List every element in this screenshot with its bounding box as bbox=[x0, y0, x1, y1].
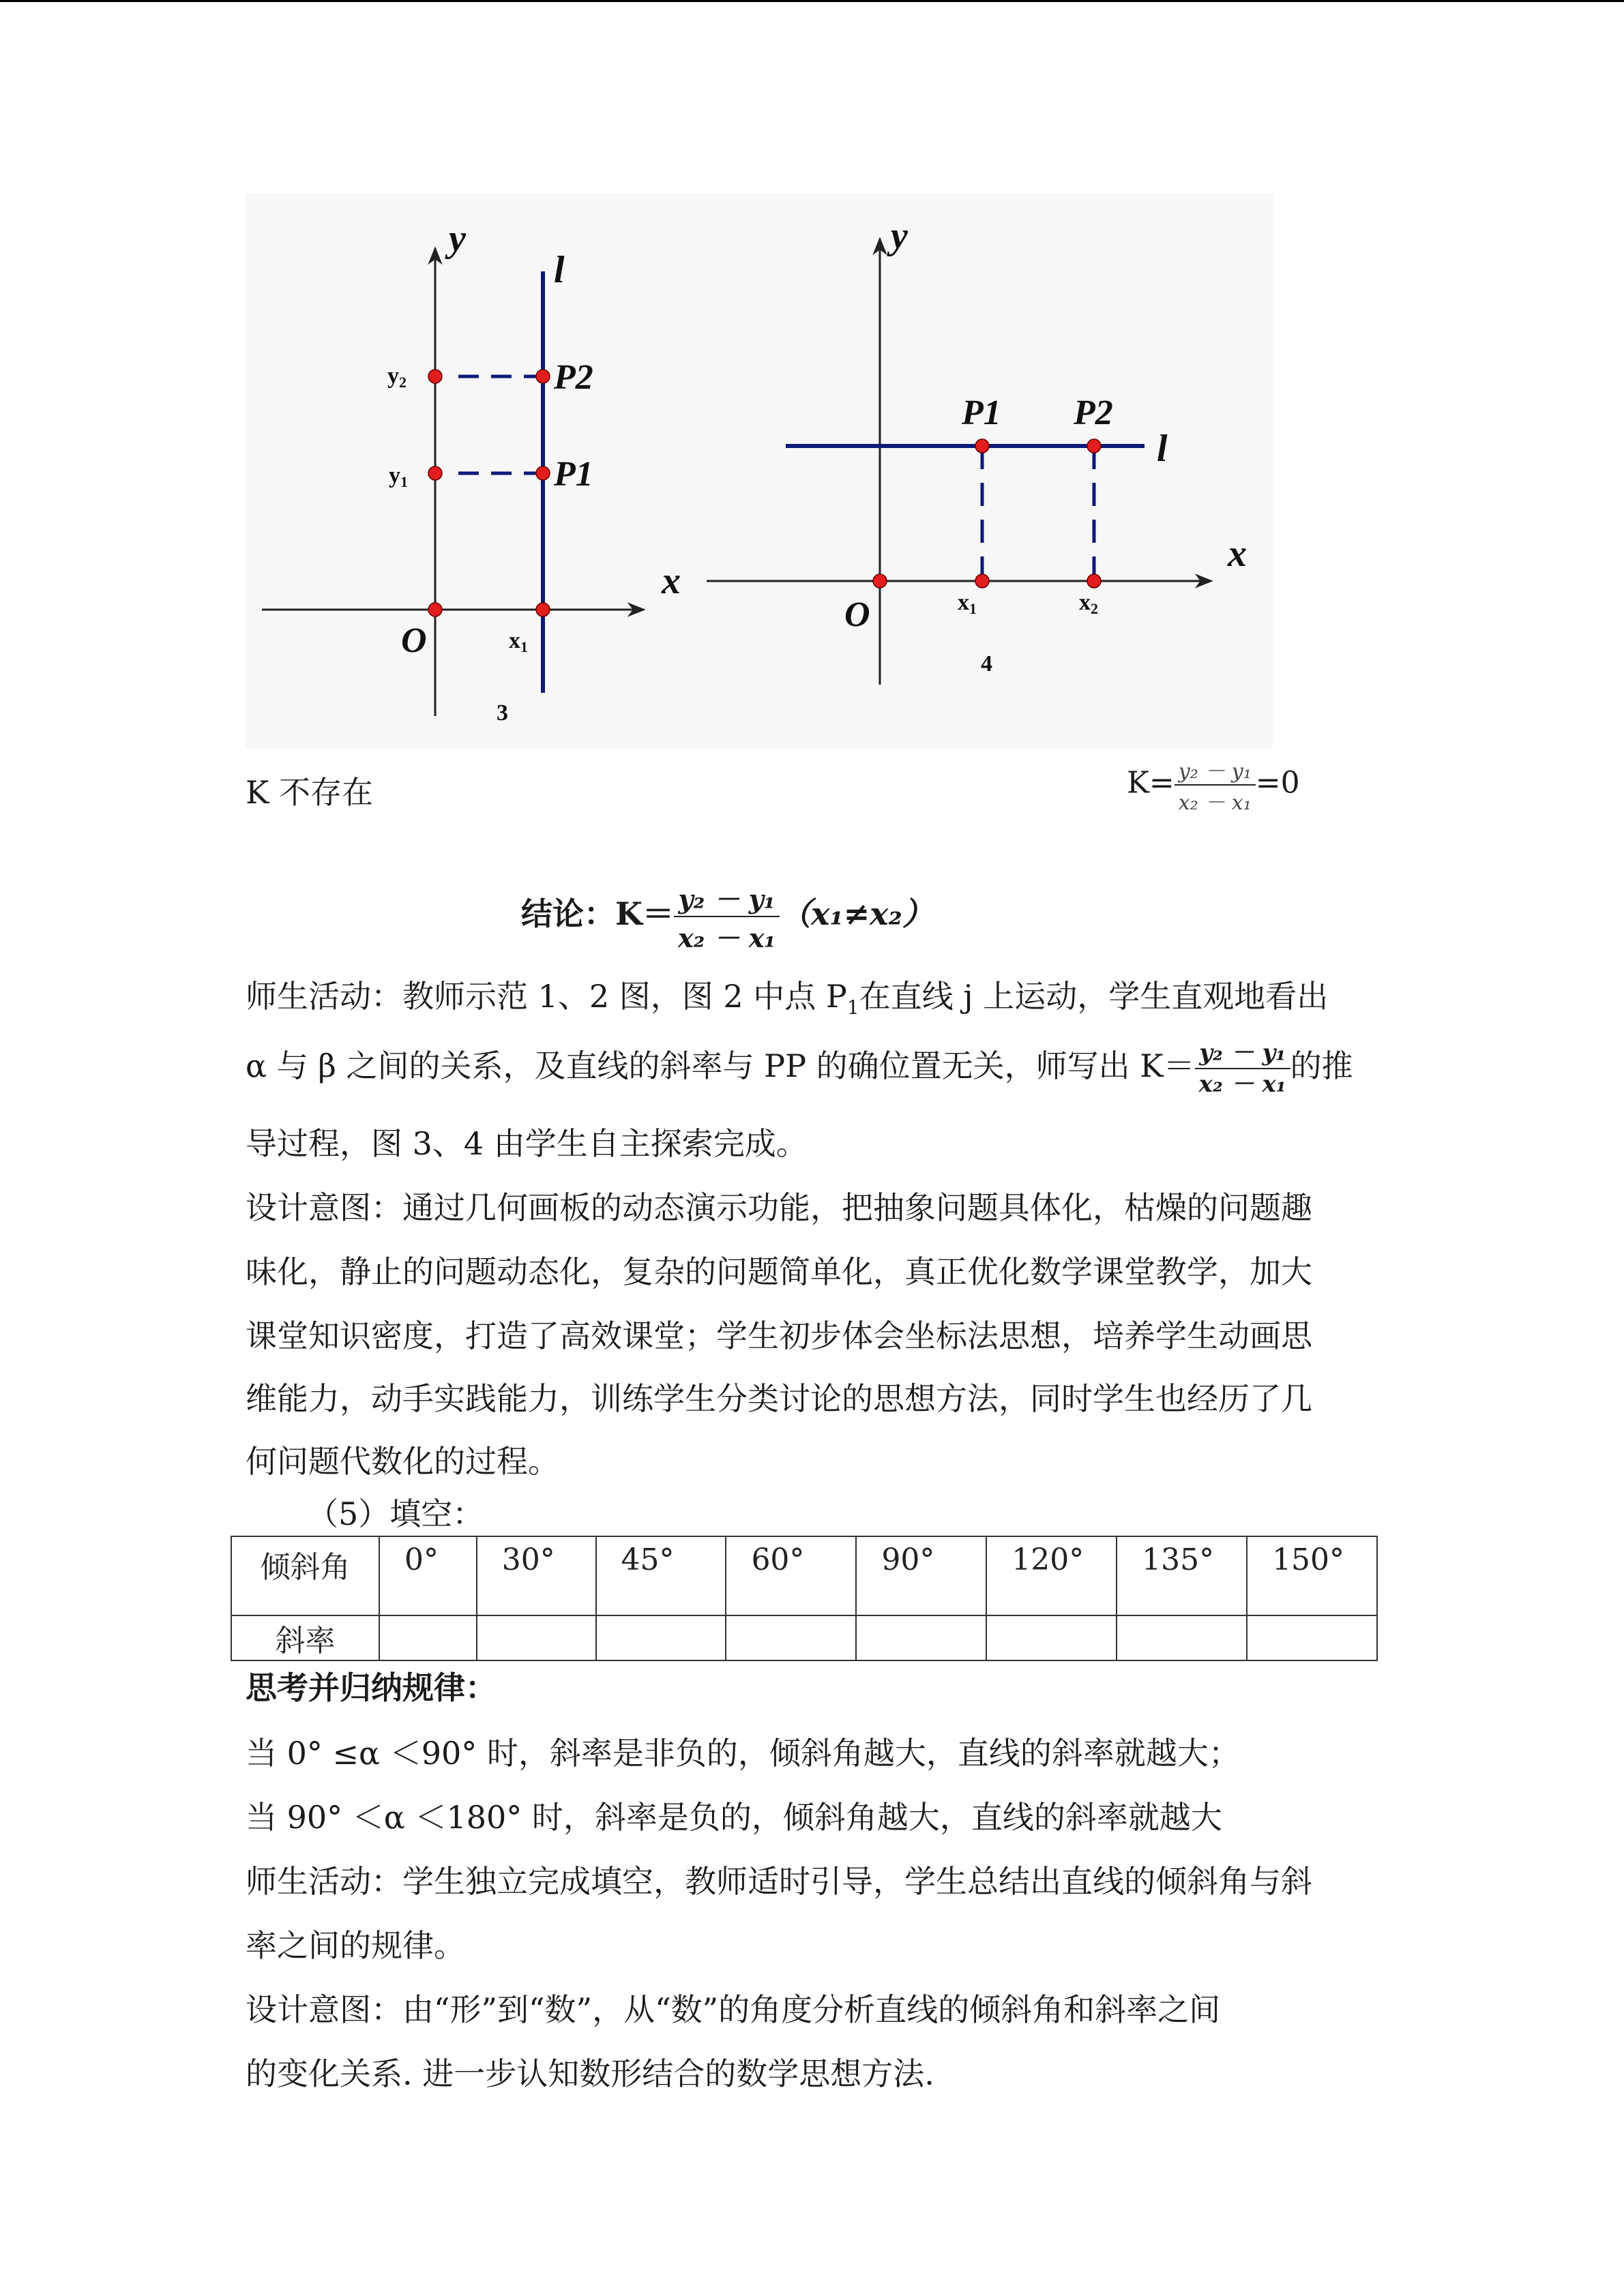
conclusion-numerator: y₂ － y₁ bbox=[674, 878, 780, 917]
fig4-caption: 4 bbox=[981, 651, 992, 676]
table-cell-angle: 135° bbox=[1117, 1536, 1247, 1615]
fig3-label-y1: y1 bbox=[389, 463, 408, 490]
fig4-label-x: x bbox=[1228, 533, 1247, 575]
design2-line2: 的变化关系. 进一步认知数形结合的数学思想方法. bbox=[246, 2055, 934, 2092]
fig3-caption: 3 bbox=[497, 700, 508, 726]
rule-line2: 当 90° ＜α ＜180° 时，斜率是负的，倾斜角越大，直线的斜率就越大 bbox=[246, 1799, 1222, 1836]
fig4-point-p2 bbox=[1087, 439, 1101, 453]
fig3-label-p2: P2 bbox=[554, 358, 593, 397]
angle-slope-table bbox=[231, 1536, 1378, 1661]
k-zero-numerator: y₂ － y₁ bbox=[1175, 754, 1256, 786]
fig3-label-x1: x1 bbox=[509, 628, 528, 655]
table-cell-angle: 150° bbox=[1247, 1536, 1377, 1615]
fig4-label-x1: x1 bbox=[958, 590, 977, 617]
figure-3 bbox=[262, 218, 681, 726]
fig3-point-y1 bbox=[428, 466, 442, 480]
design1-line2: 味化，静止的问题动态化，复杂的问题简单化，真正优化数学课堂教学，加大 bbox=[246, 1253, 1312, 1290]
k-zero-prefix: K= bbox=[1127, 765, 1175, 801]
activity1-slope-denominator: x₂ － x₁ bbox=[1198, 1071, 1286, 1098]
fig4-label-o: O bbox=[844, 595, 870, 634]
k-zero-denominator: x₂ － x₁ bbox=[1178, 791, 1252, 815]
table-cell-slope-blank[interactable] bbox=[1117, 1615, 1247, 1660]
fig3-label-o: O bbox=[401, 621, 427, 660]
activity1-line3: 导过程，图 3、4 由学生自主探索完成。 bbox=[246, 1125, 808, 1162]
activity1-line1-b: 在直线 j 上运动，学生直观地看出 bbox=[859, 978, 1329, 1015]
figures-svg bbox=[0, 0, 1624, 750]
activity1-line1-a: 师生活动：教师示范 1、2 图，图 2 中点 P bbox=[246, 978, 847, 1015]
fig3-point-p1 bbox=[536, 466, 550, 480]
fill-title: （5）填空： bbox=[307, 1495, 484, 1532]
design1-line1: 设计意图：通过几何画板的动态演示功能，把抽象问题具体化，枯燥的问题趣 bbox=[246, 1189, 1312, 1226]
fig3-label-y: y bbox=[449, 218, 466, 260]
rule-line1: 当 0° ≤α ＜90° 时，斜率是非负的，倾斜角越大，直线的斜率就越大； bbox=[246, 1735, 1240, 1772]
fig4-point-p1 bbox=[975, 439, 989, 453]
k-not-exist: K 不存在 bbox=[246, 774, 373, 811]
conclusion-denominator: x₂ － x₁ bbox=[677, 923, 776, 953]
conclusion-condition: （x₁≠x₂） bbox=[780, 895, 934, 932]
activity1-line1 bbox=[246, 964, 1328, 1040]
table-cell-slope-blank[interactable] bbox=[1247, 1615, 1377, 1660]
activity1-slope-numerator: y₂ － y₁ bbox=[1195, 1038, 1290, 1069]
table-head-angle: 倾斜角 bbox=[231, 1536, 379, 1615]
design1-line4: 维能力，动手实践能力，训练学生分类讨论的思想方法，同时学生也经历了几 bbox=[246, 1380, 1312, 1417]
activity1-line2-a: α 与 β 之间的关系，及直线的斜率与 PP 的确位置无关，师写出 K＝ bbox=[246, 1047, 1195, 1084]
table-cell-angle: 0° bbox=[379, 1536, 477, 1615]
fig3-label-y2: y2 bbox=[387, 363, 407, 391]
conclusion-formula bbox=[521, 878, 934, 955]
design2-line1: 设计意图：由“形”到“数”，从“数”的角度分析直线的倾斜角和斜率之间 bbox=[246, 1991, 1221, 2028]
table-cell-slope-blank[interactable] bbox=[596, 1615, 726, 1660]
fig4-label-l: l bbox=[1157, 428, 1168, 470]
table-cell-slope-blank[interactable] bbox=[726, 1615, 856, 1660]
activity1-line1-sub: 1 bbox=[846, 996, 859, 1019]
k-zero-formula bbox=[1127, 754, 1300, 816]
activity1-line2 bbox=[246, 1034, 1353, 1099]
table-cell-slope-blank[interactable] bbox=[379, 1615, 477, 1660]
fig4-label-p1: P1 bbox=[962, 393, 1001, 432]
fig4-label-y: y bbox=[891, 215, 908, 257]
table-cell-angle: 60° bbox=[726, 1536, 856, 1615]
fig3-point-origin bbox=[428, 603, 442, 616]
design1-line5: 何问题代数化的过程。 bbox=[246, 1443, 559, 1480]
rule-title: 思考并归纳规律： bbox=[246, 1669, 497, 1706]
table-cell-angle: 120° bbox=[986, 1536, 1117, 1615]
table-cell-slope-blank[interactable] bbox=[986, 1615, 1117, 1660]
fig4-label-x2: x2 bbox=[1079, 590, 1098, 617]
table-row-angle bbox=[231, 1536, 1377, 1615]
design1-line3: 课堂知识密度，打造了高效课堂；学生初步体会坐标法思想，培养学生动画思 bbox=[246, 1317, 1312, 1354]
table-cell-angle: 90° bbox=[856, 1536, 986, 1615]
fig3-point-x1 bbox=[536, 603, 550, 616]
conclusion-label: 结论：K＝ bbox=[521, 895, 674, 932]
table-row-slope bbox=[231, 1615, 1377, 1660]
fig4-point-x1 bbox=[975, 574, 989, 588]
fig3-label-l: l bbox=[554, 249, 565, 291]
fig4-label-p2: P2 bbox=[1074, 393, 1113, 432]
figure-4 bbox=[707, 215, 1247, 685]
table-cell-angle: 45° bbox=[596, 1536, 726, 1615]
fig3-point-y2 bbox=[428, 370, 442, 383]
activity2-line2: 率之间的规律。 bbox=[246, 1927, 465, 1964]
fig3-label-x: x bbox=[662, 560, 681, 602]
activity2-line1: 师生活动：学生独立完成填空，教师适时引导，学生总结出直线的倾斜角与斜 bbox=[246, 1863, 1312, 1900]
fig3-point-p2 bbox=[536, 370, 550, 383]
fig4-point-x2 bbox=[1087, 574, 1101, 588]
activity1-line2-b: 的推 bbox=[1290, 1047, 1353, 1084]
table-cell-angle: 30° bbox=[477, 1536, 596, 1615]
table-cell-slope-blank[interactable] bbox=[856, 1615, 986, 1660]
fig3-label-p1: P1 bbox=[554, 455, 593, 494]
table-head-slope: 斜率 bbox=[231, 1615, 379, 1660]
k-zero-suffix: =0 bbox=[1255, 765, 1300, 801]
table-cell-slope-blank[interactable] bbox=[477, 1615, 596, 1660]
fig4-point-origin bbox=[873, 574, 887, 588]
